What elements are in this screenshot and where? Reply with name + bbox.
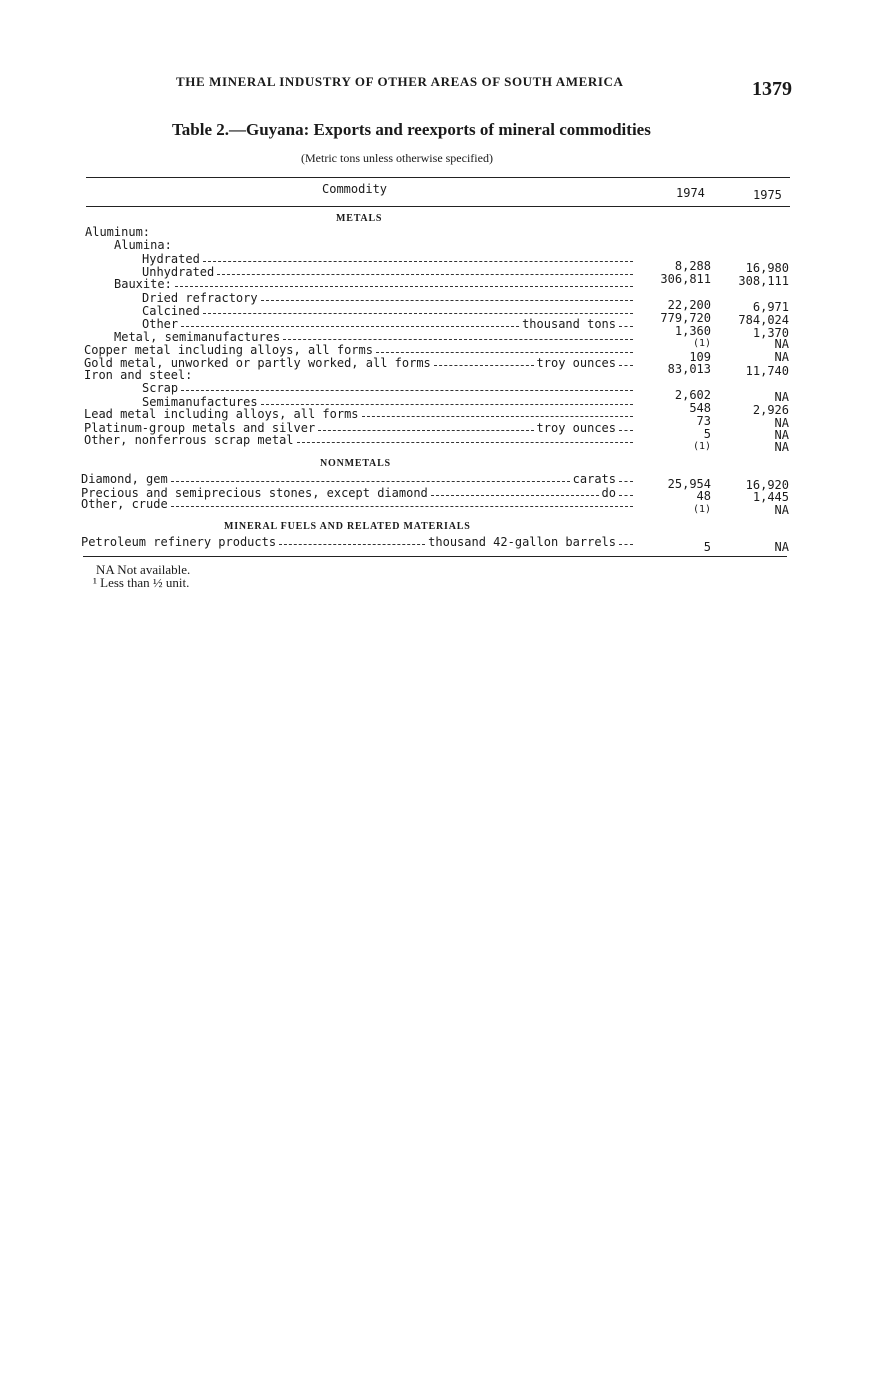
section-fuels: MINERAL FUELS AND RELATED MATERIALS [224,521,471,532]
value-1974: 548 [689,401,711,415]
value-1975: NA [774,390,789,404]
dot-leader [434,356,534,366]
table-bottom-rule [83,556,787,557]
value-1974: 306,811 [660,272,711,286]
section-nonmetals: NONMETALS [320,458,391,469]
value-1975: 1,445 [752,490,789,504]
table-row [0,535,881,554]
unit-label: thousand tons [522,317,616,331]
dot-leader [181,317,519,327]
unit-label: do [601,486,616,500]
dot-leader [431,486,599,496]
value-1975: 11,740 [745,364,789,378]
table-title: Table 2.—Guyana: Exports and reexports of mineral commodities [172,120,651,139]
table-row [0,225,881,239]
column-header-1975: 1975 [753,188,782,202]
value-1975: 6,971 [752,300,789,314]
row-label: Metal, semimanufactures [114,330,281,344]
dot-leader [619,535,633,545]
value-1974: 2,602 [674,388,711,402]
row-label: Other, nonferrous scrap metal [84,433,294,447]
table-subtitle: (Metric tons unless otherwise specified) [301,151,493,165]
value-1975: NA [774,428,789,442]
value-1974: 8,288 [674,259,711,273]
row-label: Unhydrated [142,265,215,279]
dot-leader [619,486,633,496]
table-header-rule [86,206,790,207]
unit-label: carats [572,472,616,486]
value-1974: 48 [696,489,711,503]
value-1974: 73 [696,414,711,428]
dot-leader [318,421,533,431]
row-label: Bauxite: [114,277,172,291]
value-1974: 83,013 [667,362,711,376]
row-label: Other, crude [81,497,168,511]
row-label: Diamond, gem [81,472,168,486]
value-1975: NA [774,337,789,351]
value-1975: 784,024 [738,313,789,327]
unit-label: thousand 42-gallon barrels [428,535,616,549]
value-1974: (1) [692,504,711,515]
running-head: THE MINERAL INDUSTRY OF OTHER AREAS OF SOUTH AMERICA [176,74,624,89]
dot-leader [175,277,633,287]
dot-leader [181,381,633,391]
value-1974: (1) [692,338,711,349]
value-1975: NA [774,440,789,454]
column-header-commodity: Commodity [322,182,388,196]
value-1975: NA [774,350,789,364]
footnote-na: NA Not available. [96,562,191,577]
dot-leader [203,304,633,314]
row-label: Aluminum: [85,225,151,239]
dot-leader [619,356,633,366]
dot-leader [261,395,633,405]
dot-leader [203,252,633,262]
unit-label: troy ounces [536,356,616,370]
value-1975: 308,111 [738,274,789,288]
row-label: Other [142,317,179,331]
dot-leader [619,421,633,431]
row-label: Precious and semiprecious stones, except diamond [81,486,428,500]
value-1975: 1,370 [752,326,789,340]
dot-leader [279,535,425,545]
table-row [0,497,881,517]
dot-leader [283,330,633,340]
value-1974: 779,720 [660,311,711,325]
dot-leader [261,291,633,301]
row-label: Gold metal, unworked or partly worked, all forms [84,356,431,370]
table-row [0,238,881,252]
value-1974: 25,954 [667,477,711,491]
unit-label: troy ounces [536,421,616,435]
row-label: Platinum-group metals and silver [84,421,316,435]
dot-leader [217,265,633,275]
row-label: Petroleum refinery products [81,535,277,549]
row-label: Lead metal including alloys, all forms [84,407,359,421]
value-1974: 5 [703,540,711,554]
value-1975: 2,926 [752,403,789,417]
row-label: Calcined [142,304,200,318]
table-top-rule [86,177,790,178]
value-1975: NA [774,503,789,517]
value-1975: NA [774,416,789,430]
value-1974: 109 [689,350,711,364]
dot-leader [376,343,633,353]
value-1974: 1,360 [674,324,711,338]
section-metals: METALS [336,213,383,224]
value-1975: NA [774,540,789,554]
value-1974: 22,200 [667,298,711,312]
value-1974: 5 [703,427,711,441]
row-label: Copper metal including alloys, all forms [84,343,373,357]
row-label: Alumina: [114,238,172,252]
table-row [0,440,881,454]
footnote-1: ¹ Less than ½ unit. [93,575,190,590]
row-label: Dried refractory [142,291,258,305]
row-label: Hydrated [142,252,200,266]
table-row [0,472,881,492]
dot-leader [171,472,570,482]
dot-leader [619,472,633,482]
dot-leader [171,497,633,507]
column-header-1974: 1974 [676,186,705,200]
page-number: 1379 [752,78,792,100]
value-1975: 16,920 [745,478,789,492]
value-1974: (1) [692,441,711,452]
row-label: Scrap [142,381,179,395]
value-1975: 16,980 [745,261,789,275]
row-label: Semimanufactures [142,395,258,409]
dot-leader [619,317,633,327]
dot-leader [362,407,633,417]
row-label: Iron and steel: [84,368,193,382]
